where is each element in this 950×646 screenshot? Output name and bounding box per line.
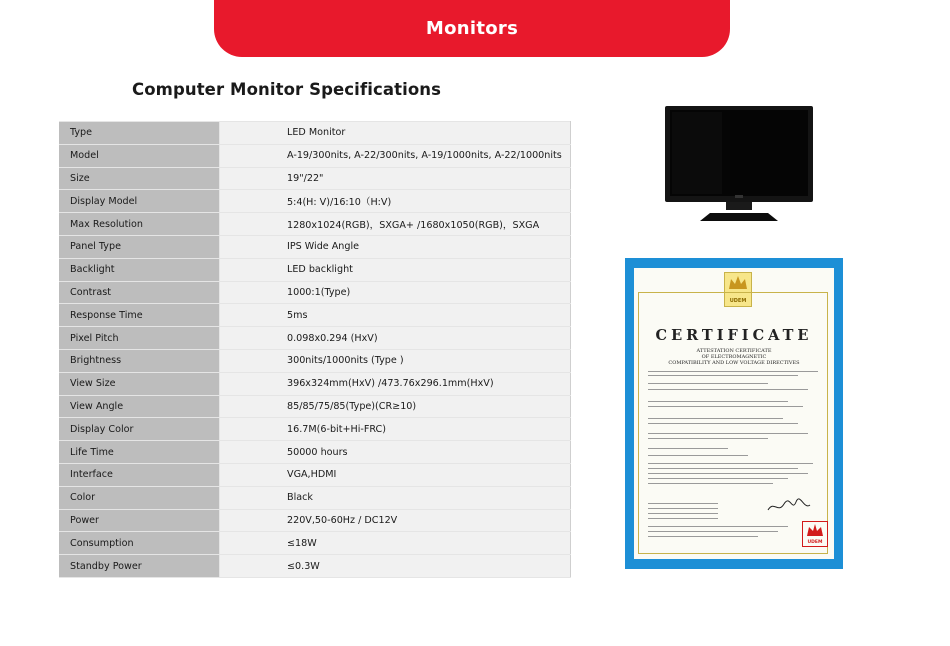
spec-value: 19"/22" <box>220 167 571 190</box>
spec-label: Max Resolution <box>59 213 220 236</box>
spec-value: 50000 hours <box>220 441 571 464</box>
spec-row <box>59 190 571 213</box>
spec-label: Consumption <box>59 532 220 555</box>
certificate-title: CERTIFICATE <box>655 327 813 344</box>
spec-row <box>59 167 571 190</box>
spec-row <box>59 304 571 327</box>
monitor-stand-base <box>700 213 778 221</box>
spec-row <box>59 555 571 578</box>
spec-label: Size <box>59 167 220 190</box>
spec-row <box>59 441 571 464</box>
spec-label: Model <box>59 144 220 167</box>
spec-value: Black <box>220 486 571 509</box>
signature-image <box>766 496 812 516</box>
spec-value: 220V,50-60Hz / DC12V <box>220 509 571 532</box>
spec-label: View Angle <box>59 395 220 418</box>
spec-value: A-19/300nits, A-22/300nits, A-19/1000nits, A-22/1000nits <box>220 144 571 167</box>
spec-row <box>59 122 571 145</box>
spec-value: ≤18W <box>220 532 571 555</box>
certificate-subtitle-1: ATTESTATION CERTIFICATE <box>696 348 772 354</box>
spec-row <box>59 463 571 486</box>
header-tab-label: Monitors <box>425 18 519 39</box>
header-tab <box>214 0 730 57</box>
spec-row <box>59 372 571 395</box>
spec-label: Color <box>59 486 220 509</box>
spec-label: Panel Type <box>59 235 220 258</box>
spec-value: 1000:1(Type) <box>220 281 571 304</box>
spec-value: 85/85/75/85(Type)(CR≥10) <box>220 395 571 418</box>
spec-label: Display Color <box>59 418 220 441</box>
spec-value: LED Monitor <box>220 122 571 145</box>
certificate-subtitle-3: COMPATIBILITY AND LOW VOLTAGE DIRECTIVES <box>668 360 800 366</box>
spec-label: Life Time <box>59 441 220 464</box>
spec-label: Interface <box>59 463 220 486</box>
stamp-crown-icon <box>803 522 827 538</box>
spec-label: Brightness <box>59 349 220 372</box>
spec-row <box>59 418 571 441</box>
spec-value: 5ms <box>220 304 571 327</box>
spec-label: Response Time <box>59 304 220 327</box>
page-title: Computer Monitor Specifications <box>132 80 442 99</box>
spec-value: IPS Wide Angle <box>220 235 571 258</box>
spec-row <box>59 235 571 258</box>
spec-row <box>59 281 571 304</box>
udem-stamp: UDEM <box>802 521 828 547</box>
spec-row <box>59 509 571 532</box>
spec-label: View Size <box>59 372 220 395</box>
spec-label: Backlight <box>59 258 220 281</box>
certificate-subtitle-2: OF ELECTROMAGNETIC <box>701 354 767 360</box>
certificate-paper <box>634 268 834 559</box>
spec-table <box>59 121 571 578</box>
spec-value: ≤0.3W <box>220 555 571 578</box>
spec-row <box>59 213 571 236</box>
spec-value: VGA,HDMI <box>220 463 571 486</box>
spec-value: 1280x1024(RGB)，SXGA+ /1680x1050(RGB)，SXGA <box>220 213 571 236</box>
spec-value: 16.7M(6-bit+Hi-FRC) <box>220 418 571 441</box>
spec-row <box>59 144 571 167</box>
spec-label: Standby Power <box>59 555 220 578</box>
spec-row <box>59 532 571 555</box>
spec-value: 5:4(H: V)/16:10（H:V) <box>220 190 571 213</box>
monitor-neck <box>726 202 752 210</box>
spec-value: 396x324mm(HxV) /473.76x296.1mm(HxV) <box>220 372 571 395</box>
spec-label: Type <box>59 122 220 145</box>
spec-label: Pixel Pitch <box>59 327 220 350</box>
spec-row <box>59 327 571 350</box>
spec-label: Display Model <box>59 190 220 213</box>
spec-label: Power <box>59 509 220 532</box>
certificate-image <box>625 258 843 569</box>
spec-row <box>59 486 571 509</box>
spec-value: LED backlight <box>220 258 571 281</box>
spec-row <box>59 395 571 418</box>
spec-value: 0.098x0.294 (HxV) <box>220 327 571 350</box>
spec-value: 300nits/1000nits (Type ) <box>220 349 571 372</box>
monitor-image <box>664 105 814 235</box>
udem-logo: UDEM <box>724 272 752 307</box>
spec-row <box>59 258 571 281</box>
spec-row <box>59 349 571 372</box>
spec-label: Contrast <box>59 281 220 304</box>
